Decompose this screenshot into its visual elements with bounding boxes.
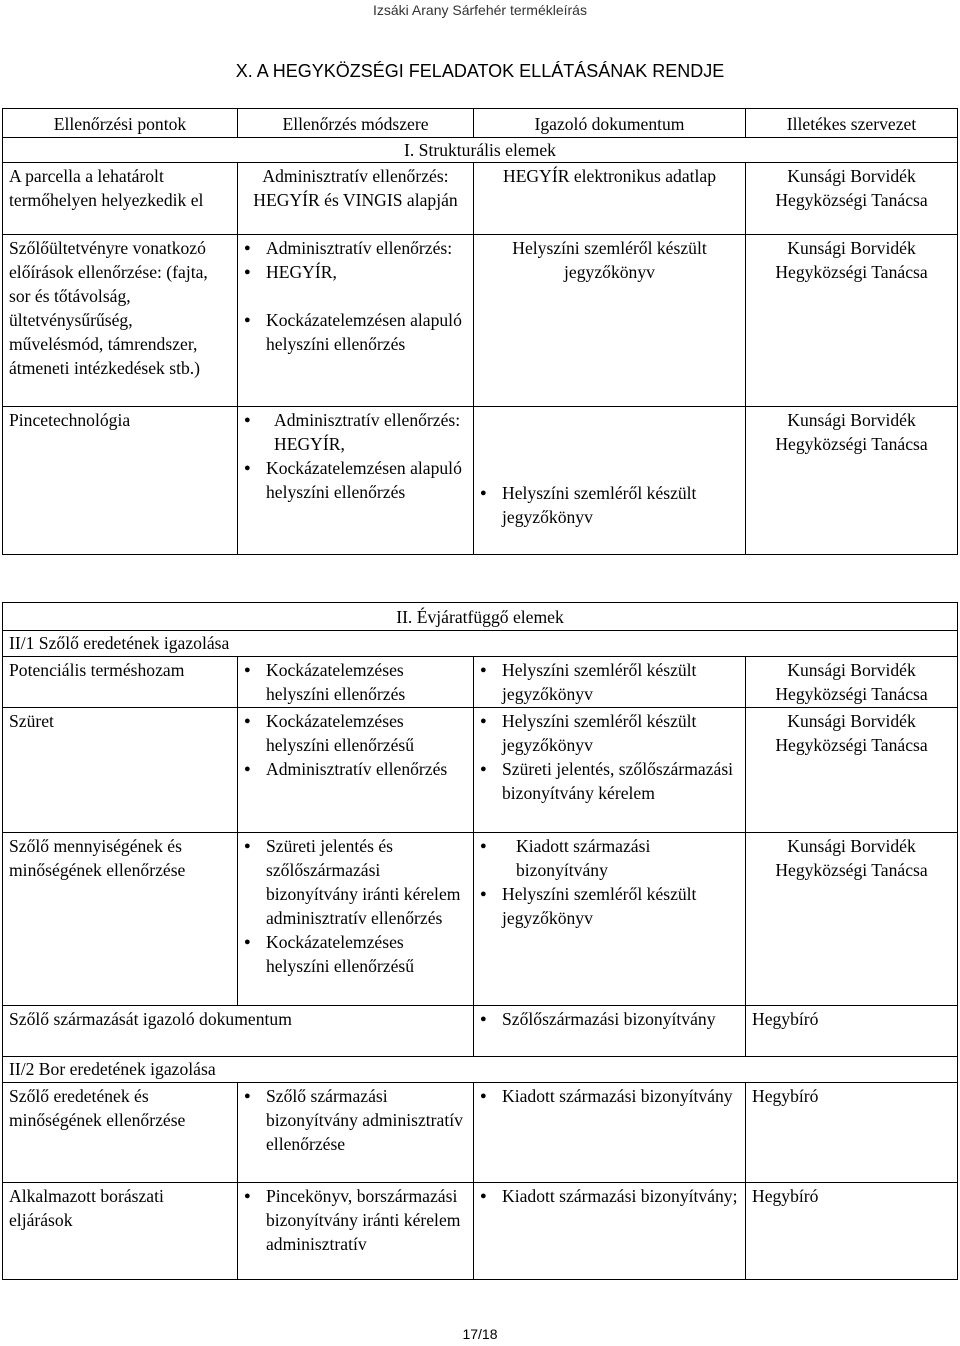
document-cell — [474, 1006, 746, 1057]
section-title-structural: I. Strukturális elemek — [3, 138, 958, 163]
column-header-row — [3, 109, 958, 138]
method-item: ● Adminisztratív ellenőrzés: HEGYÍR, — [244, 408, 467, 456]
organization-cell: Kunsági Borvidék Hegyközségi Tanácsa — [746, 708, 958, 833]
table-row — [3, 163, 958, 235]
page-title: X. A HEGYKÖZSÉGI FELADATOK ELLÁTÁSÁNAK RENDJE — [235, 61, 725, 81]
point-cell: Szőlő származását igazoló dokumentum — [3, 1006, 474, 1057]
table-row — [3, 708, 958, 833]
point-cell: Potenciális terméshozam — [3, 657, 238, 708]
method-item: ● Szőlő származási bizonyítvány adminisztratív ellenőrzése — [244, 1084, 467, 1156]
organization-cell: Kunsági Borvidék Hegyközségi Tanácsa — [746, 163, 958, 235]
subsection-title-wine: II/2 Bor eredetének igazolása — [3, 1057, 958, 1083]
document-cell — [474, 708, 746, 833]
page-number: 17/18 — [462, 1326, 498, 1342]
method-item: ● Kockázatelemzésen alapuló helyszíni ellenőrzés — [244, 456, 467, 504]
method-item: ● Adminisztratív ellenőrzés — [244, 757, 467, 781]
point-cell: Szüret — [3, 708, 238, 833]
table-row — [3, 235, 958, 407]
vintage-elements-table — [2, 602, 958, 1280]
point-cell: Szőlő eredetének és minőségének ellenőrzése — [3, 1083, 238, 1183]
method-cell — [238, 833, 474, 1006]
structural-elements-table — [2, 108, 958, 555]
point-cell: Alkalmazott borászati eljárások — [3, 1183, 238, 1280]
organization-cell: Hegybíró — [746, 1183, 958, 1280]
document-item: ● Szüreti jelentés, szőlőszármazási bizonyítvány kérelem — [480, 757, 739, 805]
method-item: ● Kockázatelemzéses helyszíni ellenőrzésű — [244, 930, 467, 978]
method-cell — [238, 407, 474, 555]
organization-cell: Hegybíró — [746, 1006, 958, 1057]
document-cell — [474, 1083, 746, 1183]
method-cell — [238, 657, 474, 708]
section-title-vintage: II. Évjáratfüggő elemek — [3, 603, 958, 631]
document-item: ● Helyszíni szemléről készült jegyzőkönyv — [480, 709, 739, 757]
document-cell: Helyszíni szemléről készült jegyzőkönyv — [474, 235, 746, 407]
document-item: ● Helyszíni szemléről készült jegyzőkönyv — [480, 658, 739, 706]
method-cell — [238, 235, 474, 407]
method-item: ● Pincekönyv, borszármazási bizonyítvány iránti kérelem adminisztratív — [244, 1184, 467, 1256]
table-row — [3, 1083, 958, 1183]
document-cell — [474, 1183, 746, 1280]
method-cell — [238, 1183, 474, 1280]
document-cell — [474, 657, 746, 708]
method-cell — [238, 1083, 474, 1183]
method-cell — [238, 708, 474, 833]
table-row — [3, 1183, 958, 1280]
document-item: ● Kiadott származási bizonyítvány — [480, 834, 739, 882]
table-row — [3, 657, 958, 708]
point-cell: Pincetechnológia — [3, 407, 238, 555]
point-cell: A parcella a lehatárolt termőhelyen helyezkedik el — [3, 163, 238, 235]
method-item: ● HEGYÍR, — [244, 260, 467, 284]
point-cell: Szőlő mennyiségének és minőségének ellenőrzése — [3, 833, 238, 1006]
document-cell — [474, 407, 746, 555]
col-header-organization: Illetékes szervezet — [746, 109, 958, 138]
method-item: ● Kockázatelemzéses helyszíni ellenőrzés — [244, 658, 467, 706]
method-item: ● Adminisztratív ellenőrzés: — [244, 236, 467, 260]
document-item: ● Kiadott származási bizonyítvány — [480, 1084, 739, 1108]
col-header-method: Ellenőrzés módszere — [238, 109, 474, 138]
col-header-document: Igazoló dokumentum — [474, 109, 746, 138]
subsection-title-grape: II/1 Szőlő eredetének igazolása — [3, 631, 958, 657]
organization-cell: Kunsági Borvidék Hegyközségi Tanácsa — [746, 407, 958, 555]
table-row — [3, 407, 958, 555]
document-cell: HEGYÍR elektronikus adatlap — [474, 163, 746, 235]
point-cell: Szőlőültetvényre vonatkozó előírások ellenőrzése: (fajta, sor és tőtávolság, ültetvénysűrűség, művelésmód, támrendszer, átmeneti intézkedések stb.) — [3, 235, 238, 407]
method-item: ● Szüreti jelentés és szőlőszármazási bizonyítvány iránti kérelem adminisztratív ellenőrzés — [244, 834, 467, 930]
running-header: Izsáki Arany Sárfehér termékleírás — [373, 2, 587, 18]
document-item: ● Helyszíni szemléről készült jegyzőkönyv — [480, 882, 739, 930]
organization-cell: Kunsági Borvidék Hegyközségi Tanácsa — [746, 657, 958, 708]
document-item: ● Kiadott származási bizonyítvány; — [480, 1184, 739, 1208]
method-cell: Adminisztratív ellenőrzés: HEGYÍR és VINGIS alapján — [238, 163, 474, 235]
method-item: ● Kockázatelemzéses helyszíni ellenőrzésű — [244, 709, 467, 757]
organization-cell: Kunsági Borvidék Hegyközségi Tanácsa — [746, 235, 958, 407]
document-item: ● Helyszíni szemléről készült jegyzőkönyv — [480, 481, 739, 529]
table-row — [3, 833, 958, 1006]
document-cell — [474, 833, 746, 1006]
document-item: ● Szőlőszármazási bizonyítvány — [480, 1007, 739, 1031]
table-row — [3, 1006, 958, 1057]
organization-cell: Kunsági Borvidék Hegyközségi Tanácsa — [746, 833, 958, 1006]
col-header-points: Ellenőrzési pontok — [3, 109, 238, 138]
organization-cell: Hegybíró — [746, 1083, 958, 1183]
method-item: ● Kockázatelemzésen alapuló helyszíni ellenőrzés — [244, 308, 467, 356]
